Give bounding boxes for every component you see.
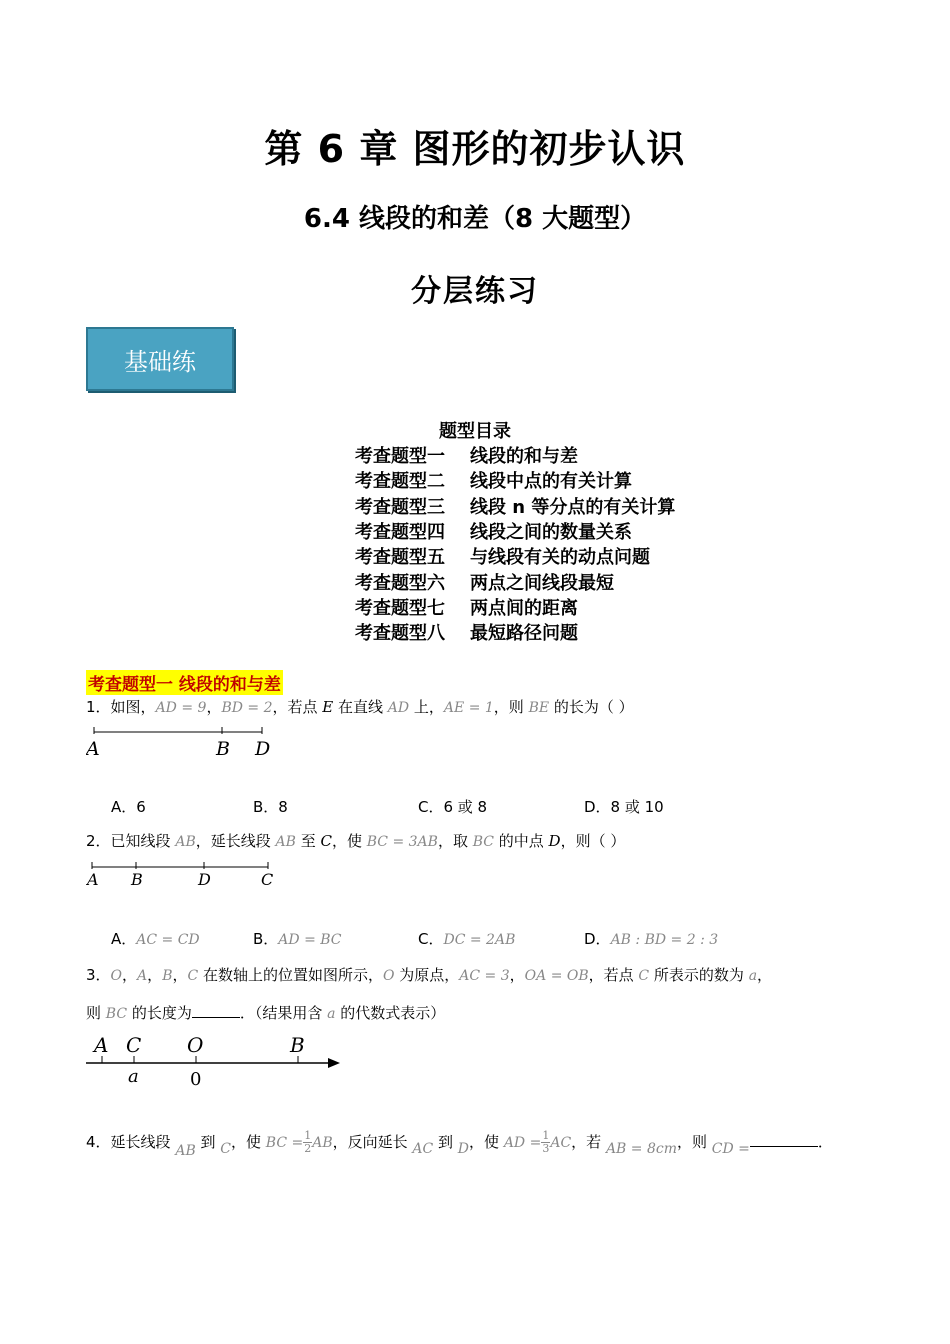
math-expr: AB xyxy=(175,834,196,850)
toc-item-text: 线段之间的数量关系 xyxy=(470,522,632,543)
q-text: ， xyxy=(122,966,138,984)
math-var: E xyxy=(322,698,334,716)
question-1 xyxy=(86,696,634,717)
q-text: ． xyxy=(817,1133,833,1151)
q-text: ，若点 xyxy=(272,698,323,716)
q2-option-a[interactable] xyxy=(111,928,200,949)
answer-blank[interactable] xyxy=(750,1146,818,1147)
math-expr: AD = 9 xyxy=(155,700,207,716)
option-letter: D． xyxy=(584,930,611,948)
q-text: ，则 xyxy=(677,1133,712,1151)
q2-option-b[interactable] xyxy=(253,928,342,949)
math-var: C xyxy=(638,968,650,984)
q-text: ，则 xyxy=(493,698,529,716)
arrow-head-icon xyxy=(328,1058,340,1068)
q-text: ，若点 xyxy=(588,966,639,984)
point-label-a: A xyxy=(94,1033,109,1057)
math-expr: AC xyxy=(412,1141,434,1157)
toc-item-label: 考查题型五 xyxy=(355,547,445,568)
toc-item xyxy=(355,442,578,468)
value-label-a: a xyxy=(128,1066,139,1087)
toc-item-text: 线段 n 等分点的有关计算 xyxy=(470,497,676,518)
practice-title: 分层练习 xyxy=(411,274,539,309)
fraction-numerator: 1 xyxy=(304,1129,312,1142)
math-expr: BD = 2 xyxy=(221,700,273,716)
toc-item-text: 线段中点的有关计算 xyxy=(470,471,632,492)
toc-item-text: 线段的和与差 xyxy=(470,446,578,467)
q-text: 的代数式表示） xyxy=(335,1004,446,1022)
option-letter: C． xyxy=(418,930,444,948)
toc-item xyxy=(355,518,632,544)
math-expr: AD = xyxy=(503,1135,542,1151)
toc-item-text: 两点间的距离 xyxy=(470,598,578,619)
math-var: C xyxy=(220,1141,231,1157)
math-expr: AB = 8cm xyxy=(605,1141,677,1157)
math-var: O xyxy=(110,968,123,984)
fraction-numerator: 1 xyxy=(542,1129,550,1142)
math-expr: AB xyxy=(175,1143,196,1159)
q-text: 的长为（ ） xyxy=(549,698,634,716)
q3-number-line-figure xyxy=(86,1032,346,1092)
q-text: ，延长线段 xyxy=(195,832,276,850)
q-text: ，反向延长 xyxy=(332,1133,413,1151)
q-text: ，则（ ） xyxy=(560,832,626,850)
point-label-b: B xyxy=(216,738,230,760)
math-expr: AD = BC xyxy=(278,932,342,948)
math-expr: AC = 3 xyxy=(459,968,510,984)
question-number: 3． xyxy=(86,966,111,984)
math-expr: AB xyxy=(275,834,296,850)
toc-item-label: 考查题型四 xyxy=(355,522,445,543)
q-text: ，使 xyxy=(331,832,367,850)
q-text: 则 xyxy=(86,1004,106,1022)
point-label-b: B xyxy=(131,870,143,889)
math-var: D xyxy=(548,832,561,850)
math-var: B xyxy=(162,968,173,984)
q-text: ， xyxy=(757,966,773,984)
q-text: 在数轴上的位置如图所示， xyxy=(198,966,383,984)
math-expr: BE xyxy=(528,700,550,716)
point-label-o: O xyxy=(187,1033,204,1057)
toc-item xyxy=(355,493,675,519)
math-expr: OA = OB xyxy=(524,968,589,984)
math-expr: BC = xyxy=(265,1135,304,1151)
math-expr: BC = 3AB xyxy=(366,834,438,850)
q-text: ， xyxy=(147,966,163,984)
toc-item xyxy=(355,467,632,493)
q2-segment-figure xyxy=(86,858,286,890)
q-text: 的中点 xyxy=(493,832,549,850)
q-text: ， xyxy=(172,966,188,984)
math-var: D xyxy=(457,1141,470,1157)
point-label-a: A xyxy=(86,738,100,760)
math-expr: BC xyxy=(472,834,494,850)
math-expr: AE = 1 xyxy=(443,700,494,716)
toc-item xyxy=(355,594,578,620)
q-text: 在直线 xyxy=(333,698,388,716)
q-text: 的长度为 xyxy=(127,1004,192,1022)
q-text: 到 xyxy=(195,1133,221,1151)
math-expr: AB : BD = 2 : 3 xyxy=(610,932,719,948)
q1-option-d[interactable]: D．8 或 10 xyxy=(584,798,664,816)
q-text: 所表示的数为 xyxy=(649,966,749,984)
option-letter: A． xyxy=(111,930,137,948)
q-text: 已知线段 xyxy=(110,832,176,850)
toc-item-label: 考查题型七 xyxy=(355,598,445,619)
fraction-one-third xyxy=(541,1130,550,1155)
q-text: ， xyxy=(206,698,222,716)
q-text: ，使 xyxy=(469,1133,504,1151)
toc-item xyxy=(355,619,578,645)
q1-option-a[interactable]: A．6 xyxy=(111,798,146,816)
toc-item-text: 两点之间线段最短 xyxy=(470,573,614,594)
math-var: C xyxy=(187,968,199,984)
q-text: ．（结果用含 xyxy=(239,1004,328,1022)
answer-blank[interactable] xyxy=(192,1017,240,1018)
math-var: C xyxy=(320,832,332,850)
toc-item xyxy=(355,543,650,569)
question-2 xyxy=(86,830,625,851)
question-3 xyxy=(86,964,772,985)
q-text: 至 xyxy=(295,832,321,850)
q-text: 为原点， xyxy=(394,966,460,984)
toc-item-text: 与线段有关的动点问题 xyxy=(470,547,650,568)
q1-option-c[interactable]: C．6 或 8 xyxy=(418,798,488,816)
toc-item-text: 最短路径问题 xyxy=(470,623,578,644)
math-expr: AC = CD xyxy=(136,932,200,948)
point-label-a: A xyxy=(87,870,99,889)
math-var: a xyxy=(748,968,758,984)
math-expr: CD = xyxy=(711,1141,750,1157)
option-letter: B． xyxy=(253,930,279,948)
toc-item-label: 考查题型六 xyxy=(355,573,445,594)
math-expr: AB xyxy=(312,1135,333,1151)
q2-option-c[interactable] xyxy=(418,928,515,949)
question-4 xyxy=(86,1129,833,1159)
math-expr: AD xyxy=(387,700,410,716)
question-number: 4． xyxy=(86,1133,111,1151)
fraction-denominator: 3 xyxy=(542,1142,550,1155)
q-text: ， xyxy=(509,966,525,984)
question-3-line-2 xyxy=(86,1002,445,1023)
question-number: 1． xyxy=(86,698,111,716)
q1-option-b[interactable]: B．8 xyxy=(253,798,288,816)
q-text: ，取 xyxy=(437,832,473,850)
q-text: 上， xyxy=(409,698,444,716)
math-expr: BC xyxy=(105,1006,128,1022)
math-var: a xyxy=(327,1006,336,1022)
q-text: 延长线段 xyxy=(110,1133,176,1151)
toc-item-label: 考查题型二 xyxy=(355,471,445,492)
level-badge xyxy=(86,327,234,391)
q2-option-d[interactable] xyxy=(584,928,718,949)
q-text: 到 xyxy=(433,1133,458,1151)
toc-item-label: 考查题型三 xyxy=(355,497,445,518)
math-expr: AC xyxy=(550,1135,572,1151)
section-title: 6.4 线段的和差（8 大题型） xyxy=(303,204,647,234)
point-label-c: C xyxy=(126,1033,142,1057)
math-var: O xyxy=(383,968,395,984)
q-text: 如图， xyxy=(110,698,156,716)
toc-item-label: 考查题型八 xyxy=(355,623,445,644)
question-number: 2． xyxy=(86,832,111,850)
toc-heading: 题型目录 xyxy=(439,421,511,442)
q1-segment-figure xyxy=(86,722,286,762)
fraction-denominator: 2 xyxy=(304,1142,312,1155)
level-badge-label: 基础练 xyxy=(124,347,196,376)
question-type-heading: 考查题型一 线段的和与差 xyxy=(86,670,283,695)
math-expr: DC = 2AB xyxy=(443,932,516,948)
q-text: ，使 xyxy=(231,1133,266,1151)
point-label-b: B xyxy=(290,1033,305,1057)
point-label-d: D xyxy=(198,870,211,889)
toc-item xyxy=(355,569,614,595)
toc-item-label: 考查题型一 xyxy=(355,446,445,467)
chapter-title: 第 6 章 图形的初步认识 xyxy=(264,127,686,171)
fraction-one-half xyxy=(303,1130,312,1155)
point-label-d: D xyxy=(255,738,271,760)
value-label-zero: 0 xyxy=(190,1069,202,1090)
math-var: A xyxy=(137,968,148,984)
point-label-c: C xyxy=(261,870,274,889)
q-text: ，若 xyxy=(571,1133,606,1151)
